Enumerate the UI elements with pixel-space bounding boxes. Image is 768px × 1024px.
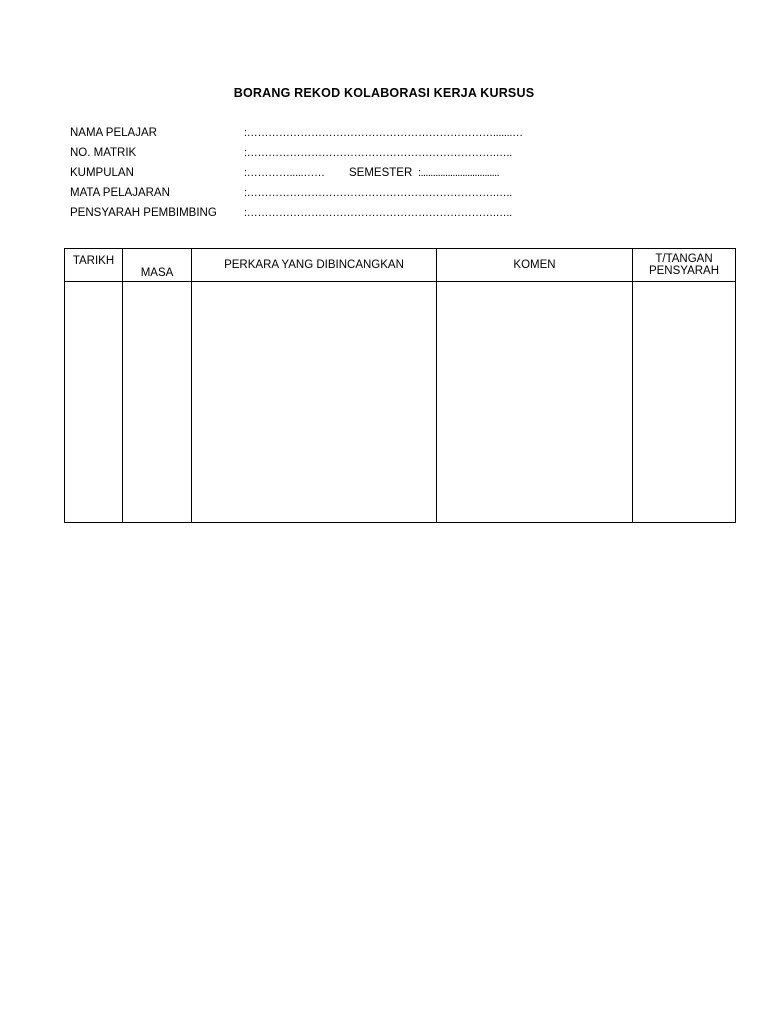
- perkara-cell[interactable]: [192, 282, 437, 523]
- table-row: [65, 282, 736, 523]
- form-title: BORANG REKOD KOLABORASI KERJA KURSUS: [233, 86, 535, 100]
- ttangan-cell[interactable]: [633, 282, 736, 523]
- table-header-row: [65, 249, 736, 282]
- komen-header: KOMEN: [437, 249, 633, 282]
- student-info-section: [70, 127, 550, 227]
- pensyarah-pembimbing-field[interactable]: :…………………………………………………………….…..: [244, 207, 512, 219]
- nama-pelajar-field[interactable]: :…………………………………………………………….......…: [244, 127, 523, 139]
- kumpulan-row: [70, 167, 550, 187]
- semester-field[interactable]: :................................: [418, 167, 500, 179]
- nama-pelajar-row: [70, 127, 550, 147]
- mata-pelajaran-label: MATA PELAJARAN: [70, 187, 170, 199]
- komen-cell[interactable]: [437, 282, 633, 523]
- no-matrik-row: [70, 147, 550, 167]
- masa-cell[interactable]: [123, 282, 192, 523]
- kumpulan-label: KUMPULAN: [70, 167, 134, 179]
- ttangan-header-line1: T/TANGAN: [655, 253, 713, 265]
- perkara-header: PERKARA YANG DIBINCANGKAN: [192, 249, 437, 282]
- no-matrik-label: NO. MATRIK: [70, 147, 137, 159]
- tarikh-cell[interactable]: [65, 282, 123, 523]
- mata-pelajaran-field[interactable]: :…………………………………………………………….…..: [244, 187, 512, 199]
- ttangan-header-line2: PENSYARAH: [648, 265, 720, 277]
- pensyarah-pembimbing-row: [70, 207, 550, 227]
- kumpulan-field[interactable]: :………….....……: [244, 167, 325, 179]
- no-matrik-field[interactable]: :…………………………………………………………….…..: [244, 147, 512, 159]
- pensyarah-pembimbing-label: PENSYARAH PEMBIMBING: [70, 207, 217, 219]
- semester-label: SEMESTER: [349, 167, 413, 179]
- nama-pelajar-label: NAMA PELAJAR: [70, 127, 157, 139]
- ttangan-header: [633, 249, 736, 282]
- tarikh-header: TARIKH: [65, 249, 123, 282]
- collaboration-record-table: [64, 248, 736, 523]
- masa-header: MASA: [123, 249, 192, 282]
- mata-pelajaran-row: [70, 187, 550, 207]
